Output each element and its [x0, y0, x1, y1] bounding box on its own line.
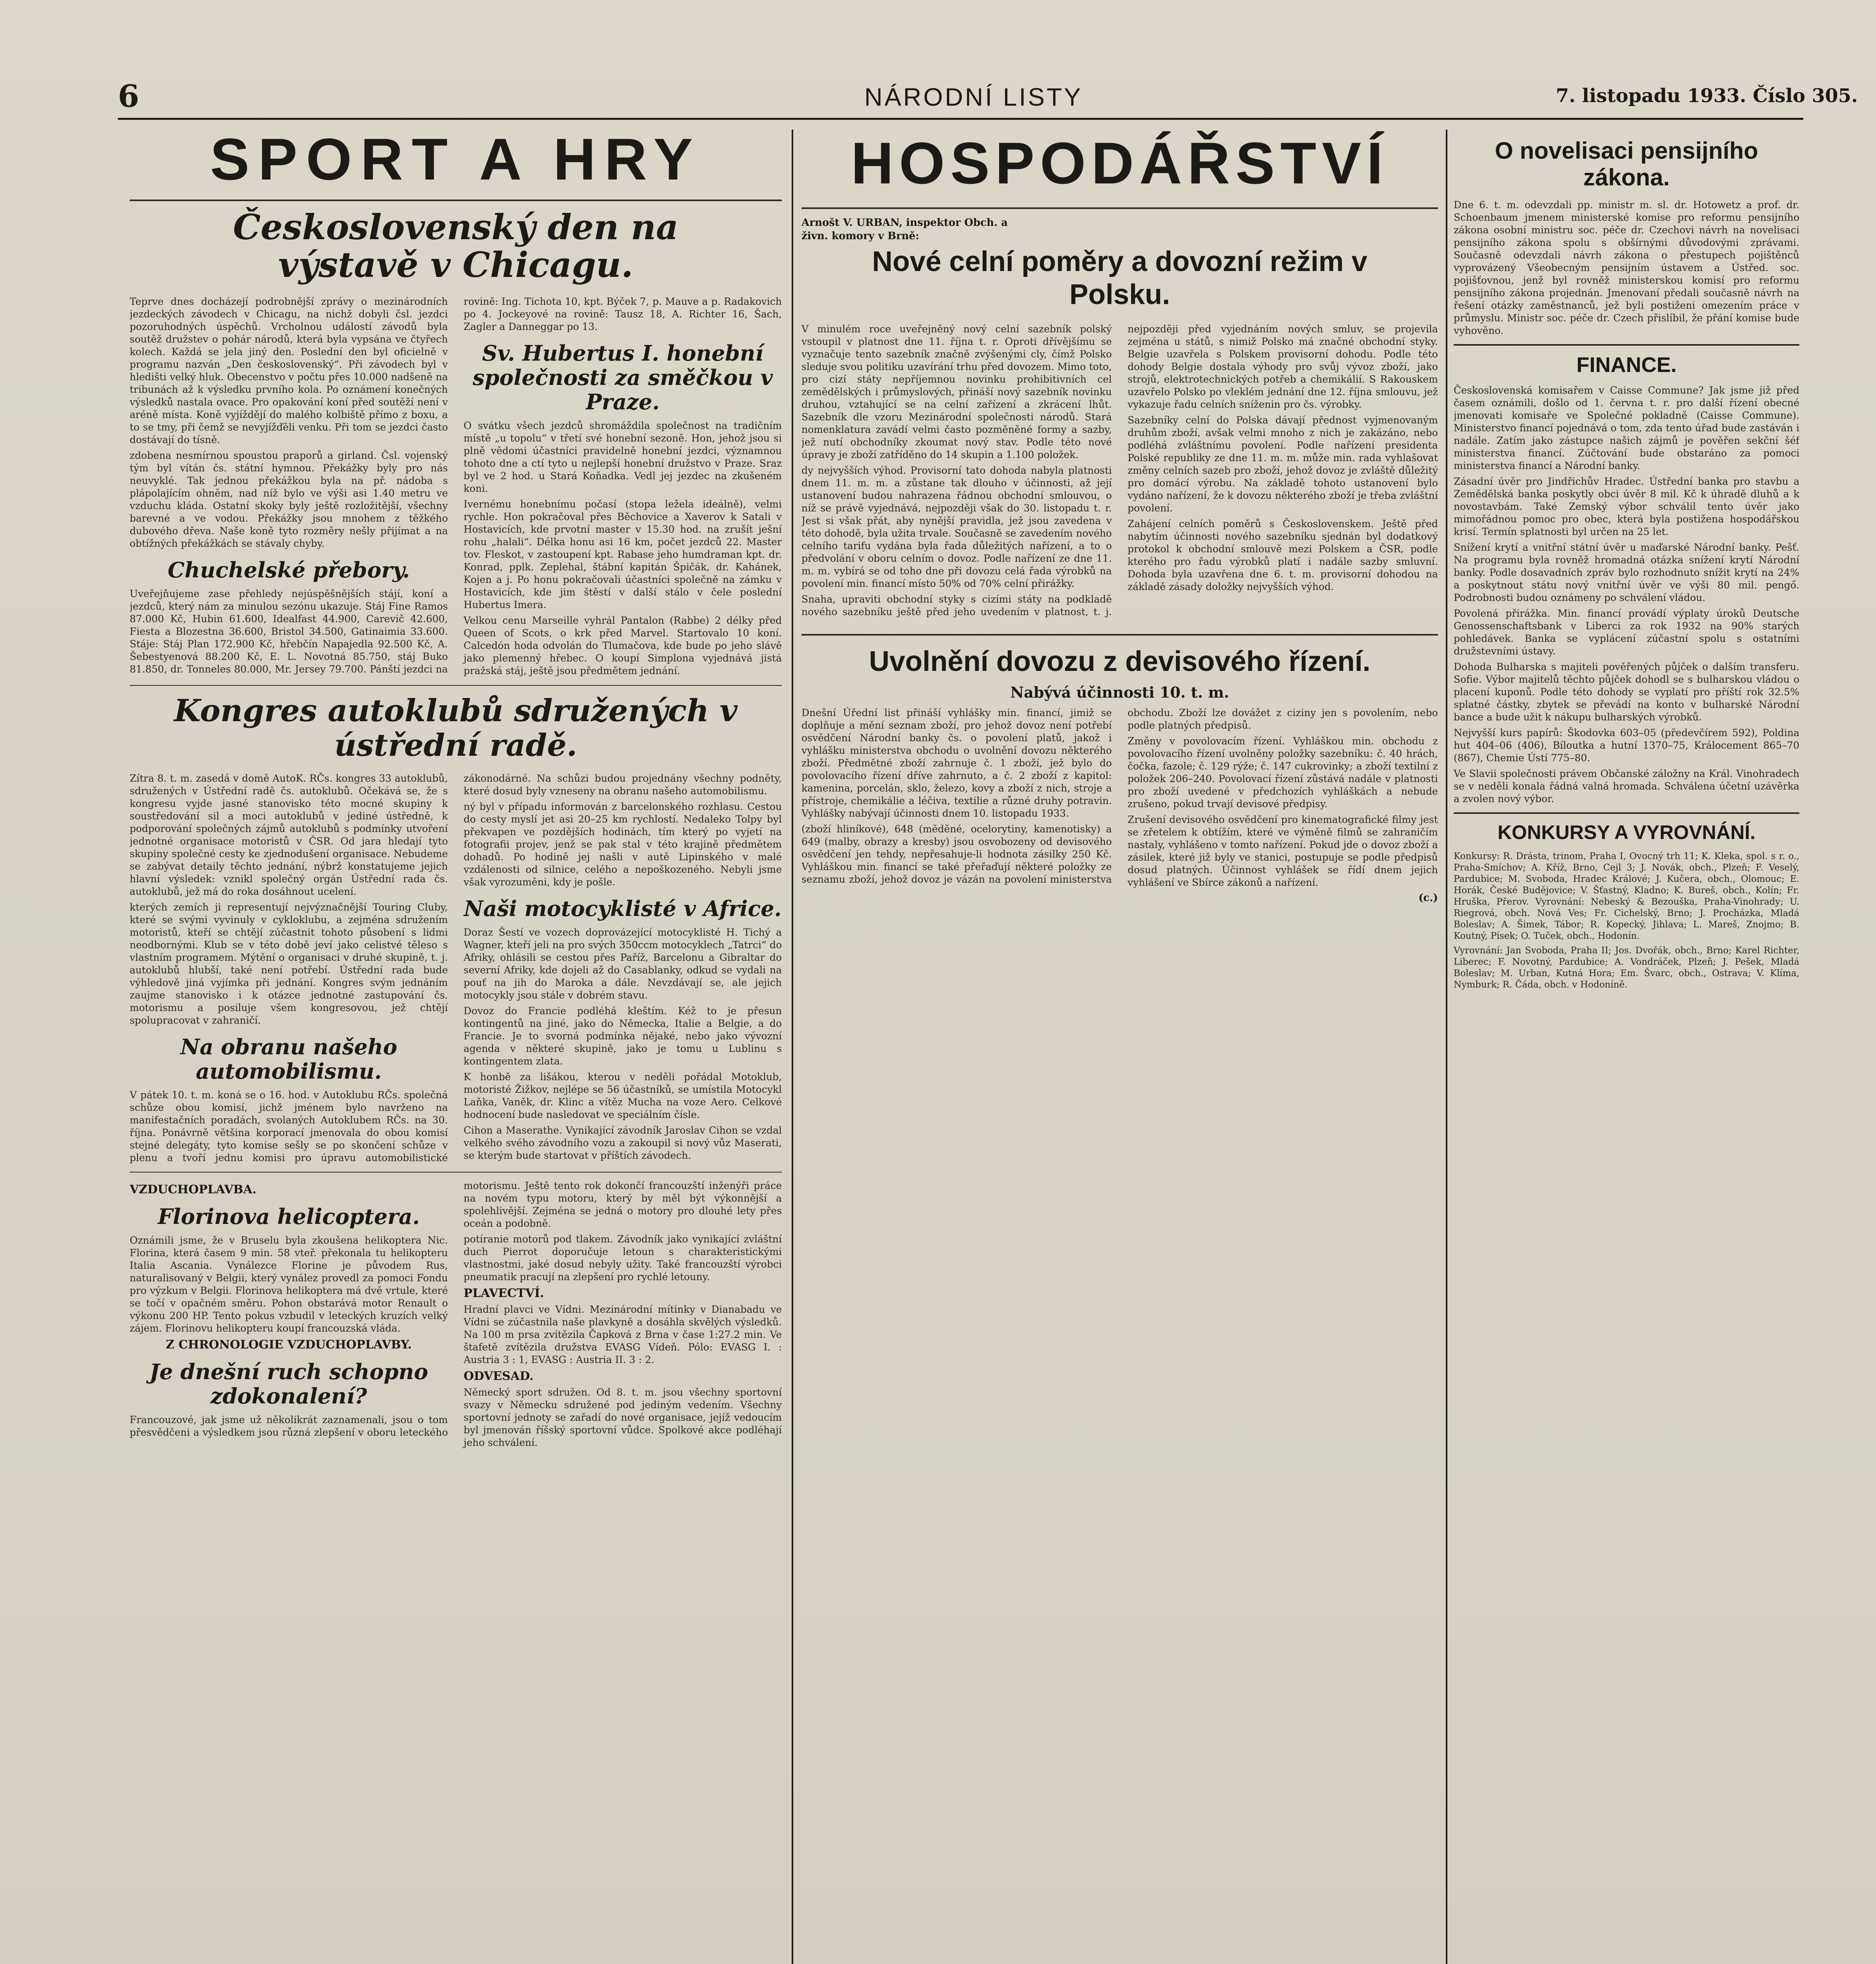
column-rule: [1446, 130, 1447, 1964]
article-text: Dne 6. t. m. odevzdali pp. ministr m. sl. dr. Hotowetz a prof. dr. Schoenbaum jmenem ministerské komise pro reformu pensijního zákona osobní ministru soc. péče dr. Czechovi návrh na novelisaci pensijního zákona spolu s obšírnými důvodovými zprávami. Současně odevzdali návrh zákona o přestupech pojištěnců vyprovázený Všeobecným pensijním ústavem a Ústřed. soc. pojišťovnou, jenž byl rovněž ministerskou komisí pro reformu pensijního zákona projednán. Jmenovaní předali současně návrh na řešení otázky zaměstnanců, jež byli postiženi omezením práce v průmyslu. Ministr soc. péče dr. Czech přislíbil, že přání komise bude vyhověno.: [1454, 199, 1799, 336]
article-text: Zahájení celních poměrů s Československem. Ještě před nabytím účinnosti nového sazebníku sjednán byl dodatkový protokol k obchodní smlouvě mezi Polskem a ČSR, podle kterého pro řadu výrobků platí i nadále sazby smluvní. Dohoda byla uzavřena dne 6. t. m. provisorní dohodou na základě zásady doložky nejvyšších výhod.: [1128, 518, 1438, 592]
economy-section-title: HOSPODÁŘSTVÍ: [851, 130, 1389, 196]
hubertus-headline: Sv. Hubertus I. honební společnosti za směčkou v Praze.: [473, 341, 773, 414]
article-text: Zítra 8. t. m. zasedá v domě AutoK. RČs. kongres 33 autoklubů, sdružených v Ústřední radě čs. autoklubů. Očekává se, že s kongresu vyjde jasné stanovisko této mocné skupiny k soustředování sil a moci autoklubů v jediné ústředně, k podporování společných zájmů autoklubů s podmínky utvoření jednotné organisace motoristů v ČSR. Od jara hledají tyto skupiny společné cesty ke zjednodušení organisace. Nebudeme se zabývat detaily těchto jednání, nýbrž konstatujeme jejich hlavní výsledek: vznikl společný orgán Ústřední rada čs. autoklubů, jež má do roka dosáhnout ucelení.: [130, 773, 448, 897]
florinova-headline: Florinova helicoptera.: [158, 1204, 420, 1229]
uvolneni-subheadline: Nabývá účinnosti 10. t. m.: [1010, 683, 1229, 701]
article-text: V pátek 10. t. m. koná se o 16. hod. v Autoklubu RČs. společná schůze obou komisí, jichž jménem bylo navrženo na manifestačních poradách, svolaných Autoklubem RČs. na 30. října. Ponávrně většina korporací jmenovala do obou komisí stejné delegáty, tyto komise sešly se po skončení schůze v plenu a tvoří jednu komisi pro úpravu automobilistické zákonodárné. Na schůzi budou projednány všechny podněty, které dosud byly vzneseny na obranu našeho automobilismu.: [130, 773, 782, 1163]
sport-section-title: SPORT A HRY: [210, 126, 702, 192]
polsko-body: [801, 323, 1438, 618]
article-text: ný byl v případu informován z barcelonského rozhlasu. Cestou do cesty myslí jet asi 20–25 km rychlostí. Nedaleko Tolpy byl překvapen ve pozdějších hodinách, tím který po vyjetí na fotografii projev, jenž se pak stal v této krajině předmětem dohadů. Po hodině jej našli v autě Lipinského v malé vzdálenosti od silnice, celého a nepoškozeného. Nebyli jsme však vyrozuměni, kdy je pošle.: [464, 801, 782, 888]
article-text: Zásadní úvěr pro Jindřichův Hradec. Ústřední banka pro stavbu a Zemědělská banka poskytly obci úvěr 8 mil. Kč k úhradě dluhů a k novostavbám. Také Zemský výbor schválil tento úvěr jako mimořádnou pomoc pro obec, která byla postižena hospodářskou krisí. Termín splatnosti byl určen na 25 let.: [1454, 476, 1799, 537]
polsko-headline: Nové celní poměry a dovozní režim v Polsku.: [872, 246, 1368, 310]
signature: (c.): [1418, 892, 1438, 904]
chron-headline: Je dnešní ruch schopno zdokonalení?: [149, 1359, 428, 1409]
article-text: Snaha, upraviti obchodní styky s cizími státy na podkladě nového sazebníku ještě před jeho uvedením v platnost, t. j. nejpozději před vyjednáním nových smluv, se projevila zejména u států, s nimiž Polsko má značné obchodní styky. Belgie uzavřela s Polskem provisorní dohodu. Podle této dohody Belgie dostala výhody pro svůj vývoz zboží, jako strojů, elektrotechnických potřeb a chemikálií. S Rakouskem uzavřelo Polsko po vleklém jednání dne 12. října smlouvu, jež vykazuje řadu celních sníženin pro čs. výrobky.: [801, 323, 1438, 617]
article-text: Československá komisařem v Caisse Commune? Jak jsme již před časem oznámili, došlo od 1. června t. r. pro další řízení obecné jmenovati komisaře ve Společné pokladně (Caisse Commune). Ministerstvo financí pojednává o tom, zda tento úřad bude zastáván i nadále. Zatím jako zástupce našich zájmů je pověřen sekční šéf ministerstva financí. Zúčtování bude obstaráno za pomoci ministerstva financí a Národní banky.: [1454, 385, 1799, 471]
article-text: O svátku všech jezdců shromáždila společnost na tradičním místě „u topolu“ v třetí své honební sezoně. Hon, jehož jsou si plně vědomi účastníci pravidelně honební jezdci, významnou tohoto dne a ctí tyto u nejlepší honební družstvo v Praze. Sraz byl ve 2 hod. u Stará Koňadka. Vedl jej jezdec na zkušeném koni.: [464, 420, 782, 494]
article-text: Uveřejňujeme zase přehledy nejúspěšnějších stájí, koní a jezdců, který nám za minulou sezónu ukazuje. Stáj Fine Ramos 87.000 Kč, Hubin 61.600, Idealfast 44.900, Carevič 42.600, Fiesta a Blozestna 36.600, Bristol 34.500, Gatinaimia 33.600. Stáje: Stáj Plan 172.900 Kč, hřebčín Napajedla 92.500 Kč, A. Šebestyenová 88.200 Kč, E. L. Novotná 85.750, stáj Buko 81.850, dr. Tonneles 80.000, Mr. Jersey 79.700. Pánští jezdci na rovině: Ing. Tichota 10, kpt. Býček 7, p. Mauve a p. Radakovich po 4. Jockeyové na rovině: Tausz 18, A. Richter 16, Šach, Zagler a Danneggar po 13.: [130, 296, 782, 675]
economy-section: [801, 126, 1438, 1964]
odvesad-label: ODVESAD.: [464, 1369, 534, 1383]
right-column: [1454, 126, 1799, 1964]
column-rule: [792, 130, 793, 1964]
article-text: Teprve dnes docházejí podrobnější zprávy o mezinárodních jezdeckých závodech v Chicagu, na nichž dobyli čsl. jezdci pozoruhodných úspěchů. Vrcholnou událostí závodů byla soutěž družstev o pohár národů, která byla vypsána ve čtyřech kolech. Každá se jela jiný den. Poslední den byl oficielně v programu nazván „Den československý“. Při závodech byl v hledišti velký hluk. Obecenstvo v počtu přes 10.000 nadšeně na tribunách až k výsledku prvního kola. Po oznámení konečných výsledků nastala ovace. Pro opakování koní před soutěží není v aréně místa. Koně vyjíždějí do malého kolbiště přímo z boxu, a to se tmy, při čemž se nevyjížďěli venku. Při tom se jezdci často dostávají do tísně.: [130, 296, 448, 445]
divider: [801, 207, 1438, 209]
divider: [130, 200, 782, 201]
uvolneni-body: [801, 707, 1438, 904]
masthead-rule: [118, 118, 1803, 120]
article-text: kterých zemích ji representují nejvýznačnější Touring Cluby, které se svými vyvinuly v cykloklubu, a zejména sdružením motoristů, kteří se chtějí zúčastnit tohoto působení s lidmi neodbornými. Klub se v této době jeví jako celistvé těleso s vlastním programem. Mýtění o organisaci v druhé skupině, t. j. autoklubů hlubší, také není potřebí. Ústřední rada bude výhledově jiná vyjímka při jednání. Kongres svým jednáním zaujme stanovisko i k otázce jednotné zastupování čs. motorismu a posiluje všem kongresovou, jež chtějí spolupracovat v zahraničí.: [130, 901, 448, 1026]
kongres-body: [130, 772, 782, 1165]
article-text: Dohoda Bulharska s majiteli pověřených půjček o dalším transferu. Sofie. Výbor majitelů těchto půjček dohodl se s bulharskou vládou o placení kuponů. Podle této dohody se vyplatí pro příští rok 32.5% splatné částky, zbytek se převádí na konto v bulharské Národní bance a bude užit k nákupu bulharských výrobků.: [1454, 661, 1799, 723]
article-text: Ve Slavii společnosti právem Občanské záložny na Král. Vinohradech se v neděli konala řádná valná hromada. Schválena účetní uzávěrka a zvolen nový výbor.: [1454, 768, 1799, 804]
obrana-headline: Na obranu našeho automobilismu.: [180, 1034, 397, 1084]
divider: [1454, 812, 1799, 814]
article-text: Vyrovnání: Jan Svoboda, Praha II; Jos. Dvořák, obch., Brno; Karel Richter, Liberec; F. Novotný, Pardubice; A. Vondráček, Plzeň; J. Pešek, Mladá Boleslav; M. Urban, Kutná Hora; Em. Švarc, obch., Ostrava; V. Klíma, Nymburk; R. Čáda, obch. v Hodoníně.: [1454, 945, 1799, 990]
article-text: zdobena nesmírnou spoustou praporů a girland. Čsl. vojenský tým byl vítán čs. státní hymnou. Překážky byly pro nás neuvyklé. Tak jednou překážkou byla na př. nádoba s plápolajícím ohněm, nad níž bylo ve výši asi 1.40 metru ve vzduchu kláda. Ostatní skoky byly ještě rozložitější, všechny barevné a ve vodou. Překážky jsou mnohem z těžkého dubového dřeva. Naše koně tyto rozměry nešly přijímat a na obtížných překážkách se stávaly chyby.: [130, 450, 448, 549]
issue-date: 7. listopadu 1933. Číslo 305.: [1556, 85, 1858, 107]
masthead: [0, 59, 1876, 122]
article-text: Sazebníky celní do Polska dávají přednost vyjmenovaným druhům zboží, avšak velmi mnoho z nich je zakázáno, nebo podléhá zvláštnímu povolení. Podle nařízení presidenta Polské republiky ze dne 11. m. m. může min. rada vyhlašovat změny celních sazeb pro zboží, jehož dovoz je zvláště důležitý pro domácí výrobu. Na základě tohoto ustanovení bylo vydáno nařízení, že k dovozu některého zboží je třeba zvláštní povolení.: [1128, 414, 1438, 514]
motocyklisti-headline: Naši motocyklisté v Africe.: [464, 896, 782, 921]
sport-lead-headline: Československý den na výstavě v Chicagu.: [233, 207, 679, 285]
sport-section: [130, 126, 782, 1964]
article-text: V minulém roce uveřejněný nový celní sazebník polský vstoupil v platnost dne 11. října t. r. Oproti dřívějšímu se vyznačuje tento sazebník značně zvýšenými cly, čímž Polsko sleduje svou politiku uzavírání trhu před dovozem. Mimo toto, pro cizí státy nepříjemnou novinku prohibitivních cel zemědělských i průmyslových, přináší nový sazebník novinku druhou, vztahující se na celní zařízení a zkrácení lhůt. Sazebník dle vzoru Mezinárodní společnosti národů. Stará nomenklatura zavádí velmi často pozměněné formy a sazby, jež nutí obchodníky zkoumat nový stav. Podle této nové úpravy je zboží zatříděno do 14 skupin a 1.100 položek.: [801, 323, 1112, 460]
article-text: Konkursy: R. Drásta, trinom, Praha I, Ovocný trh 11; K. Kleka, spol. s r. o., Praha-Smíchov; A. Kříž, Brno, Cejl 3; J. Novák, obch., Plzeň; F. Veselý, Pardubice; M. Svoboda, Hradec Králové; J. Kučera, obch., Olomouc; E. Horák, České Budějovice; V. Šťastný, Kladno; K. Bureš, obch., Kolín; Fr. Hruška, Přerov. Vyrovnání: Nebeský & Bezouška, Praha-Vinohrady; U. Riegrová, obch. Nová Ves; Fr. Cichelský, Brno; J. Procházka, Mladá Boleslav; A. Šimek, Tábor; R. Kopecký, Jihlava; L. Mareš, Znojmo; B. Koutný, Písek; O. Tuček, obch., Hodonín.: [1454, 851, 1799, 941]
uvolneni-headline: Uvolnění dovozu z devisového řízení.: [869, 646, 1371, 677]
article-text: Zrušení devisového osvědčení pro kinematografické filmy jest se zřetelem k obtížím, které ve výměně filmů se zahraničím nastaly, vyhlášeno v tomto nařízení. Pokud jde o dovoz zboží a zásilek, které již byly ve stanici, postupuje se podle předpisů dosud platných. Účinnost vyhlášek se řídí dnem jejich vyhlášení ve Sbírce zákonů a nařízení.: [1128, 814, 1438, 888]
divider: [1454, 344, 1799, 346]
article-text: Snížení krytí a vnitřní státní úvěr u maďarské Národní banky. Pešť. Na programu byla rovněž hromadná otázka snížení krytí Národní banky. Podle dosavadních zpráv bylo rozhodnuto snížit krytí na 24% a poskytnout státu nový vnitřní úvěr ve výši 80 mil. pengő. Podrobnosti budou oznámeny po schválení vládou.: [1454, 542, 1799, 603]
article-text: Povolená přirážka. Min. financí provádí výplaty úroků Deutsche Genossenschaftsbank v Liberci za rok 1932 na 90% starých pohledávek. Banka se vyplácení zúčastní spolu s ostatními družstevními ústavy.: [1454, 608, 1799, 657]
article-text: (zboží hliníkové), 648 (měděné, ocelorytiny, kamenotisky) a 649 (malby, obrazy a kresby) jsou osvobozeny od devisového osvědčení jen tehdy, nepřesahuje-li hodnota zásilky 250 Kč. Vyhláškou min. financí se také přeřaďují některé položky ze seznamu zboží, jehož dovoz je vázán na povolení ministerstva obchodu. Zboží lze dovážet z ciziny jen s povolením, nebo podle platných předpisů.: [801, 707, 1438, 885]
article-text: Oznámili jsme, že v Bruselu byla zkoušena helikoptera Nic. Florina, která časem 9 min. 58 vteř. překonala tu helikopteru Italia Ascania. Vynálezce Florine je původem Rus, naturalisovaný v Belgii, který vynález provedl za pomoci Fondu pro výzkum v Belgii. Florinova helikoptera má dvě vrtule, které se točí v opačném směru. Pohon obstarává motor Renault o výkonu 200 HP. Tento pokus vzbudil v leteckých kruzích velký zájem. Florinovu helikopteru koupí francouzská vláda.: [130, 1235, 448, 1334]
finance-headline: FINANCE.: [1576, 353, 1677, 377]
plavectvi-label: PLAVECTVÍ.: [464, 1286, 544, 1300]
article-text: Cihon a Maserathe. Vynikající závodník Jaroslav Cihon se vzdal velkého svého závodního vozu a zakoupil si nový vůz Maserati, se kterým bude startovat v příštích závodech.: [464, 1125, 782, 1161]
sport-lead-body: [130, 295, 782, 678]
article-text: Francouzové, jak jsme už několikrát zaznamenali, jsou o tom přesvědčeni a výsledkem jsou různá zlepšení v oboru leteckého motorismu. Ještě tento rok dokončí francouzští inženýři práce na novém typu motoru, který by měl být výkonnější a spolehlivější. Zejména se jedná o motory pro dlouhé lety přes oceán a podobně.: [130, 1180, 782, 1438]
divider: [130, 1172, 782, 1173]
kongres-headline: Kongres autoklubů sdružených v ústřední radě.: [174, 693, 738, 763]
article-text: dy nejvyšších výhod. Provisorní tato dohoda nabyla platnosti dnem 11. m. m. a zůstane tak dlouho v účinnosti, až její ustanovení budou nahrazena řádnou obchodní smlouvou, o níž se právě vyjednává, nejpozději však do 30. listopadu t. r. Jest si však přát, aby nynější pravidla, jež jsou zavedena v této dohodě, byla užita trvale. Současně se zavedením nového celního tarifu vydána byla řada důležitých nařízení, a to o předvolání v oboru celním o dovoz. Podle nařízení ze dne 11. m. m. vybírá se od toho dne při dovozu celá řada výrobků na povolení min. financí místo 50% od 70% celní přirážky.: [801, 465, 1112, 589]
article-text: Velkou cenu Marseille vyhrál Pantalon (Rabbe) 2 délky před Queen of Scots, o krk před Marvel. Startovalo 10 koní. Calcedón hoda odvolán do Tlumačova, kde bude po jeho slávě jako plemenný hřebec. O koupí Simplona vyjednává jistá pražská stáj, ještě jsou předmětem jednání.: [464, 615, 782, 676]
article-text: Dovoz do Francie podléhá kleštím. Kéž to je přesun kontingentů na jiné, jako do Německa, Italie a Belgie, a do Francie. Je to svorná podmínka nějaké, nebo jako vývozní agenda v některé skupině, jako je tomu u Lublinu s kontingentem zlata.: [464, 1005, 782, 1067]
article-text: Německý sport sdružen. Od 8. t. m. jsou všechny sportovní svazy v Německu sdružené pod jediným vedením. Všechny sportovní jednoty se zařadí do nové organisace, jejíž vedoucím byl jmenován říšský sportovní vůdce. Spolkové akce podléhají jeho schválení.: [464, 1387, 782, 1448]
article-text: Nejvyšší kurs papírů: Škodovka 603–05 (předevčírem 592), Poldina hut 404–06 (406), Bíloutka a hutní 1370–75, Králocement 865–70 (867), Chemie Ústí 775–80.: [1454, 727, 1799, 764]
vzducho-label: VZDUCHOPLAVBA.: [130, 1183, 257, 1196]
konkursy-headline: KONKURSY A VYROVNÁNÍ.: [1497, 821, 1756, 843]
article-text: Doraz Šestí ve vozech doprovázející motocyklisté H. Tichý a Wagner, kteří jeli na pro svých 350ccm motocyklech „Tatrci“ do Afriky, ohlásili se cestou přes Paříž, Barcelonu a Gibraltar do severní Afriky, kde dojeli až do Casablanky, odkud se vydali na pouť na jih do Maroka a dále. Nevzdávají se, ale jejich motocykly jsou stále v dobrém stavu.: [464, 927, 782, 1001]
article-text: Ivernému honebnímu počasí (stopa ležela ideálně), velmi rychle. Hon pokračoval přes Běchovice a Xaverov k Satali v Hostavicích, kde prvotní master v 15.30 hod. na zrušít ješní rohu „halali“. Délka honu asi 16 km, počet jezdců 22. Master tov. Fleskot, v zastoupení kpt. Rabase jeho humdraman kpt. dr. Konrad, pplk. Zeplehal, štábní kapitán Špičák, dr. Kahánek, Kojen a j. Po honu pokračovali účastníci společně na zámku v Hostavicích, kde jim štěstí v další stálo v čele poslední Hubertus Imera.: [464, 498, 782, 610]
chron-label: Z CHRONOLOGIE VZDUCHOPLAVBY.: [166, 1338, 412, 1352]
article-text: K honbě za lišákou, kterou v neděli pořádal Motoklub, motoristé Žižkov, nejlépe se 56 účastníků, se umístila Motocykl Laňka, Vaněk, dr. Klinc a vítěz Mucha na voze Aero. Celkové hodnocení bude nasledovat ve speciálním čísle.: [464, 1071, 782, 1120]
byline: Arnošt V. URBAN, inspektor Obch. a živn. komory v Brně:: [801, 217, 1008, 242]
divider: [130, 685, 782, 686]
article-text: Změny v povolovacím řízení. Vyhláškou min. obchodu z povolovacího řízení uvolněny položky sazebníku: č. 40 hrách, čočka, fazole; č. 129 rýže; č. 147 cukrovinky; a zboží textilní z položek 206–240. Povolovací řízení zůstává nadále v platnosti pro zboží uvedené v předchozích vyhláškách a nebude zrušeno, pokud trvají devisové předpisy.: [1128, 735, 1438, 810]
article-text: Hradní plavci ve Vídni. Mezinárodní mítinky v Dianabadu ve Vídni se zúčastnila naše plavkyně a dosáhla skvělých výsledků. Na 100 m prsa zvítězila Čapková z Brna v čase 1:27.2 min. Ve štafetě zvítězila družstva EVASG Vídeň. Pólo: EVASG I. : Austria 3 : 1, EVASG : Austria II. 3 : 2.: [464, 1304, 782, 1365]
article-text: potíranie motorů pod tlakem. Závodník jako vynikající zvláštní duch Pierrot doporučuje letoun s charakteristickými vlastnostmi, jaké dosud nebyly užity. Také francouzští výrobci pneumatik pracují na zlepšení pro rychlé letouny.: [464, 1233, 782, 1282]
divider: [801, 634, 1438, 636]
chuchelske-headline: Chuchelské přebory.: [167, 557, 410, 583]
article-text: Dnešní Úřední list přináší vyhlášky min. financí, jimiž se doplňuje a mění seznam zboží, pro jehož dovoz není potřebí osvědčení Národní banky čs. o povolení platů, jakož i vyhlášku ministerstva obchodu o uvolnění dovozu některého zboží. Předmětné zboží zahrnuje č. 1 zboží, jež bylo do povolovacího řízení dříve zahrnuto, a č. 2 zboží z kapitol: kamenina, porcelán, sklo, železo, kovy a zboží z nich, stroje a přístroje, chemikálie a léčiva, textilie a různé druhy potravin. Vyhlášky nabývají účinnosti dnem 10. listopadu 1933.: [801, 707, 1112, 819]
pension-headline: O novelisaci pensijního zákona.: [1495, 137, 1759, 191]
paper-name: NÁRODNÍ LISTY: [864, 83, 1083, 111]
sport-bottom-body: [130, 1180, 782, 1449]
page-number: 6: [118, 79, 139, 114]
